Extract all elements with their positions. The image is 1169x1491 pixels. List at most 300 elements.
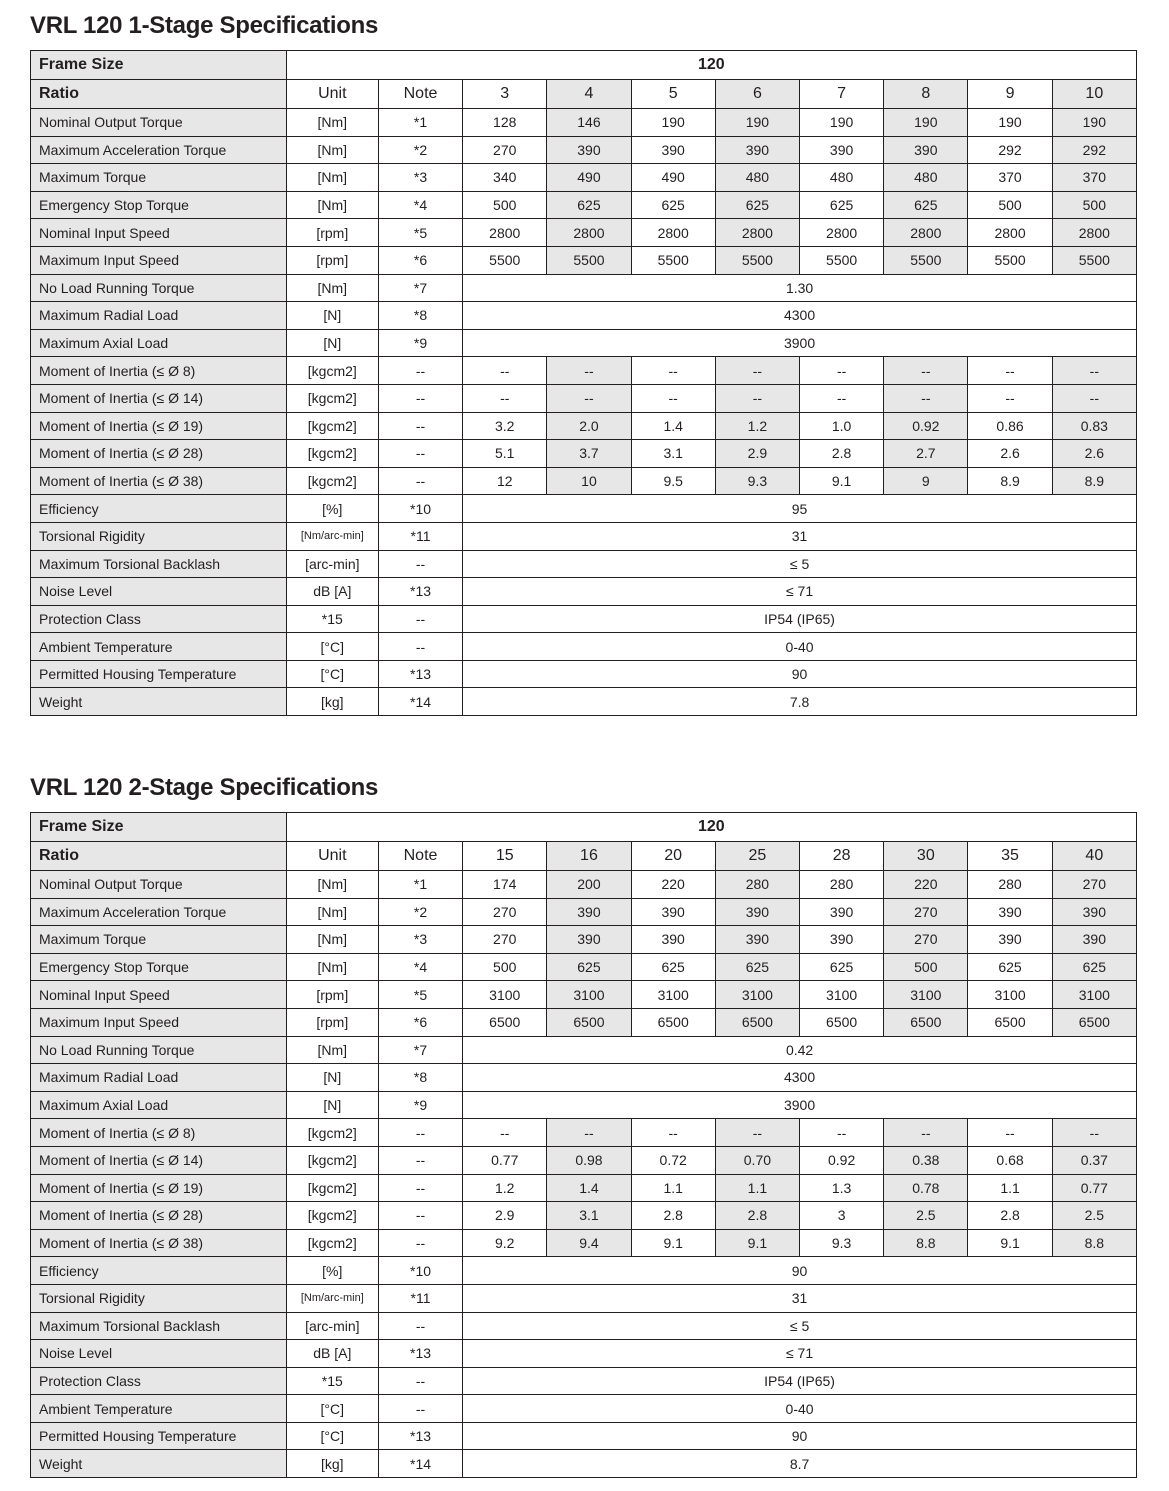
- spec-value: 3.7: [547, 440, 631, 468]
- spec-value: 490: [547, 164, 631, 192]
- spec-value: 490: [631, 164, 715, 192]
- spec-unit: [Nm]: [286, 871, 378, 899]
- spec-row: [31, 1008, 1137, 1036]
- spec-note: *3: [378, 164, 462, 192]
- spec-unit: [rpm]: [286, 246, 378, 274]
- spec-value: 9.1: [715, 1229, 799, 1257]
- spec-value: 3.1: [631, 440, 715, 468]
- spec-label: Efficiency: [31, 495, 287, 523]
- spec-label: Maximum Torsional Backlash: [31, 1312, 287, 1340]
- spec-unit: [kgcm2]: [286, 467, 378, 495]
- spec-value: 9: [884, 467, 968, 495]
- spec-value: 500: [968, 191, 1052, 219]
- spec-value: 9.1: [800, 467, 884, 495]
- spec-label: Moment of Inertia (≤ Ø 14): [31, 1146, 287, 1174]
- spec-value: 2.6: [968, 440, 1052, 468]
- spec-value: 270: [884, 898, 968, 926]
- spec-value: 6500: [463, 1008, 547, 1036]
- spec-value: 2.7: [884, 440, 968, 468]
- spec-unit: [N]: [286, 1091, 378, 1119]
- spec-value: --: [631, 357, 715, 385]
- spec-value-merged: 0-40: [463, 1395, 1137, 1423]
- spec-label: Nominal Input Speed: [31, 981, 287, 1009]
- spec-unit: [°C]: [286, 660, 378, 688]
- spec-note: *13: [378, 578, 462, 606]
- spec-value: 500: [463, 191, 547, 219]
- spec-label: Noise Level: [31, 578, 287, 606]
- spec-value: 9.1: [968, 1229, 1052, 1257]
- spec-note: *10: [378, 495, 462, 523]
- spec-row: [31, 871, 1137, 899]
- spec-value: 6500: [631, 1008, 715, 1036]
- spec-row: [31, 578, 1137, 606]
- spec-value: 8.9: [968, 467, 1052, 495]
- spec-value: 6500: [800, 1008, 884, 1036]
- spec-label: Emergency Stop Torque: [31, 953, 287, 981]
- spec-note: --: [378, 1395, 462, 1423]
- spec-note: --: [378, 550, 462, 578]
- spec-label: Maximum Input Speed: [31, 1008, 287, 1036]
- spec-row: [31, 1064, 1137, 1092]
- spec-value: 390: [800, 136, 884, 164]
- spec-value: --: [631, 384, 715, 412]
- spec-value: --: [884, 384, 968, 412]
- spec-unit: [%]: [286, 1257, 378, 1285]
- spec-value: 1.2: [715, 412, 799, 440]
- spec-value: 2800: [463, 219, 547, 247]
- spec-unit: [Nm]: [286, 136, 378, 164]
- spec-label: Efficiency: [31, 1257, 287, 1285]
- spec-label: Weight: [31, 1450, 287, 1478]
- spec-value: 0.77: [463, 1146, 547, 1174]
- spec-value: 6500: [884, 1008, 968, 1036]
- spec-value: 480: [715, 164, 799, 192]
- spec-label: Weight: [31, 688, 287, 716]
- ratio-value: 3: [463, 80, 547, 109]
- spec-value: 3.1: [547, 1202, 631, 1230]
- spec-row: [31, 440, 1137, 468]
- frame-size-value: 120: [286, 813, 1136, 842]
- note-header: Note: [378, 80, 462, 109]
- spec-label: Ambient Temperature: [31, 1395, 287, 1423]
- spec-value: 2800: [800, 219, 884, 247]
- spec-label: Torsional Rigidity: [31, 522, 287, 550]
- spec-unit: [Nm]: [286, 1036, 378, 1064]
- spec-note: *13: [378, 660, 462, 688]
- spec-note: *6: [378, 246, 462, 274]
- spec-unit: dB [A]: [286, 1340, 378, 1368]
- spec-unit: [kgcm2]: [286, 440, 378, 468]
- spec-note: *11: [378, 522, 462, 550]
- spec-unit: *15: [286, 605, 378, 633]
- spec-value: 10: [547, 467, 631, 495]
- spec-value: 174: [463, 871, 547, 899]
- spec-note: --: [378, 357, 462, 385]
- spec-label: No Load Running Torque: [31, 274, 287, 302]
- spec-row: [31, 926, 1137, 954]
- frame-size-row: [31, 813, 1137, 842]
- spec-value-merged: ≤ 71: [463, 1340, 1137, 1368]
- spec-unit: [Nm]: [286, 274, 378, 302]
- spec-value: 5500: [463, 246, 547, 274]
- spec-value: 390: [547, 136, 631, 164]
- spec-value: 0.98: [547, 1146, 631, 1174]
- spec-value: 1.0: [800, 412, 884, 440]
- spec-value: 0.37: [1052, 1146, 1136, 1174]
- frame-size-row: [31, 51, 1137, 80]
- spec-row: [31, 329, 1137, 357]
- spec-label: Moment of Inertia (≤ Ø 38): [31, 1229, 287, 1257]
- ratio-value: 20: [631, 842, 715, 871]
- spec-value: 3100: [547, 981, 631, 1009]
- spec-label: Moment of Inertia (≤ Ø 38): [31, 467, 287, 495]
- spec-unit: [kgcm2]: [286, 384, 378, 412]
- unit-header: Unit: [286, 80, 378, 109]
- frame-size-label: Frame Size: [31, 813, 287, 842]
- spec-unit: [Nm/arc-min]: [286, 522, 378, 550]
- spec-value: 5500: [715, 246, 799, 274]
- spec-value: 8.8: [884, 1229, 968, 1257]
- spec-value-merged: ≤ 5: [463, 550, 1137, 578]
- spec-value: 5500: [1052, 246, 1136, 274]
- spec-value: 6500: [1052, 1008, 1136, 1036]
- spec-row: [31, 1091, 1137, 1119]
- spec-value: 9.3: [800, 1229, 884, 1257]
- spec-value: 625: [1052, 953, 1136, 981]
- spec-label: No Load Running Torque: [31, 1036, 287, 1064]
- ratio-value: 28: [800, 842, 884, 871]
- spec-unit: [Nm]: [286, 953, 378, 981]
- spec-value: 390: [968, 898, 1052, 926]
- spec-label: Moment of Inertia (≤ Ø 14): [31, 384, 287, 412]
- spec-value: 5500: [547, 246, 631, 274]
- spec-value: --: [968, 384, 1052, 412]
- spec-value: 390: [1052, 926, 1136, 954]
- ratio-label: Ratio: [31, 842, 287, 871]
- spec-label: Maximum Acceleration Torque: [31, 898, 287, 926]
- spec-row: [31, 246, 1137, 274]
- spec-value: 270: [884, 926, 968, 954]
- spec-row: [31, 522, 1137, 550]
- spec-value: 625: [547, 191, 631, 219]
- spec-value: 220: [884, 871, 968, 899]
- spec-label: Maximum Axial Load: [31, 329, 287, 357]
- spec-row: [31, 898, 1137, 926]
- spec-note: --: [378, 1174, 462, 1202]
- spec-value: 0.70: [715, 1146, 799, 1174]
- spec-label: Maximum Acceleration Torque: [31, 136, 287, 164]
- spec-value: 1.1: [715, 1174, 799, 1202]
- spec-note: --: [378, 633, 462, 661]
- spec-unit: [kgcm2]: [286, 1119, 378, 1147]
- spec-value: 3100: [631, 981, 715, 1009]
- spec-value: 3100: [1052, 981, 1136, 1009]
- spec-value: --: [547, 384, 631, 412]
- spec-note: --: [378, 384, 462, 412]
- spec-value: 9.5: [631, 467, 715, 495]
- spec-value: 2.0: [547, 412, 631, 440]
- spec-value: 390: [800, 926, 884, 954]
- spec-value: 340: [463, 164, 547, 192]
- spec-value: 390: [715, 898, 799, 926]
- spec-value: 190: [800, 109, 884, 137]
- spec-value: 5500: [884, 246, 968, 274]
- spec-row: [31, 660, 1137, 688]
- spec-label: Moment of Inertia (≤ Ø 28): [31, 1202, 287, 1230]
- spec-unit: [Nm]: [286, 164, 378, 192]
- spec-value: 2.6: [1052, 440, 1136, 468]
- spec-note: *3: [378, 926, 462, 954]
- spec-value: 190: [884, 109, 968, 137]
- spec-value: 625: [968, 953, 1052, 981]
- spec-unit: [N]: [286, 1064, 378, 1092]
- spec-label: Emergency Stop Torque: [31, 191, 287, 219]
- spec-value-merged: 3900: [463, 1091, 1137, 1119]
- spec-value: --: [884, 1119, 968, 1147]
- spec-note: *4: [378, 191, 462, 219]
- spec-note: *13: [378, 1422, 462, 1450]
- spec-unit: [Nm]: [286, 191, 378, 219]
- spec-row: [31, 384, 1137, 412]
- spec-unit: [%]: [286, 495, 378, 523]
- spec-label: Torsional Rigidity: [31, 1284, 287, 1312]
- spec-label: Moment of Inertia (≤ Ø 8): [31, 357, 287, 385]
- ratio-value: 16: [547, 842, 631, 871]
- spec-row: [31, 412, 1137, 440]
- spec-section-2-stage: [30, 772, 1137, 1478]
- spec-value-merged: 4300: [463, 1064, 1137, 1092]
- spec-value: 9.1: [631, 1229, 715, 1257]
- ratio-value: 6: [715, 80, 799, 109]
- spec-label: Noise Level: [31, 1340, 287, 1368]
- spec-row: [31, 688, 1137, 716]
- spec-row: [31, 136, 1137, 164]
- spec-row: [31, 605, 1137, 633]
- spec-value: 370: [968, 164, 1052, 192]
- ratio-value: 4: [547, 80, 631, 109]
- spec-value: 370: [1052, 164, 1136, 192]
- spec-value: 0.92: [800, 1146, 884, 1174]
- ratio-value: 5: [631, 80, 715, 109]
- spec-value: --: [800, 357, 884, 385]
- spec-row: [31, 1036, 1137, 1064]
- spec-note: *14: [378, 1450, 462, 1478]
- spec-value: 5500: [800, 246, 884, 274]
- spec-note: *8: [378, 1064, 462, 1092]
- spec-value: 625: [547, 953, 631, 981]
- spec-value: 6500: [968, 1008, 1052, 1036]
- section-title: VRL 120 2-Stage Specifications: [30, 774, 379, 801]
- spec-value-merged: ≤ 71: [463, 578, 1137, 606]
- spec-value: 200: [547, 871, 631, 899]
- spec-row: [31, 1367, 1137, 1395]
- spec-value: 280: [715, 871, 799, 899]
- spec-label: Permitted Housing Temperature: [31, 1422, 287, 1450]
- spec-value: 500: [884, 953, 968, 981]
- spec-unit: [Nm/arc-min]: [286, 1284, 378, 1312]
- spec-row: [31, 1174, 1137, 1202]
- spec-value-merged: 0-40: [463, 633, 1137, 661]
- spec-note: *5: [378, 981, 462, 1009]
- spec-label: Maximum Torque: [31, 926, 287, 954]
- spec-value: 480: [884, 164, 968, 192]
- spec-note: --: [378, 412, 462, 440]
- spec-value: --: [800, 1119, 884, 1147]
- spec-unit: [N]: [286, 329, 378, 357]
- spec-row: [31, 981, 1137, 1009]
- spec-value-merged: 90: [463, 1257, 1137, 1285]
- spec-unit: *15: [286, 1367, 378, 1395]
- spec-value: 280: [800, 871, 884, 899]
- note-header: Note: [378, 842, 462, 871]
- spec-value: --: [884, 357, 968, 385]
- spec-value: 1.1: [631, 1174, 715, 1202]
- spec-row: [31, 1119, 1137, 1147]
- spec-note: --: [378, 1312, 462, 1340]
- spec-value: --: [547, 357, 631, 385]
- spec-unit: [kg]: [286, 1450, 378, 1478]
- spec-value: 0.38: [884, 1146, 968, 1174]
- spec-value-merged: IP54 (IP65): [463, 1367, 1137, 1395]
- section-title: VRL 120 1-Stage Specifications: [30, 12, 379, 39]
- spec-value: 3.2: [463, 412, 547, 440]
- spec-row: [31, 274, 1137, 302]
- spec-value: --: [1052, 384, 1136, 412]
- spec-unit: [kgcm2]: [286, 1202, 378, 1230]
- spec-row: [31, 109, 1137, 137]
- spec-value: 0.83: [1052, 412, 1136, 440]
- spec-unit: dB [A]: [286, 578, 378, 606]
- spec-label: Protection Class: [31, 1367, 287, 1395]
- spec-note: *4: [378, 953, 462, 981]
- spec-value: --: [715, 357, 799, 385]
- spec-note: *1: [378, 109, 462, 137]
- spec-unit: [kgcm2]: [286, 1146, 378, 1174]
- spec-value: 5.1: [463, 440, 547, 468]
- spec-value: 2.8: [800, 440, 884, 468]
- spec-label: Permitted Housing Temperature: [31, 660, 287, 688]
- spec-note: *11: [378, 1284, 462, 1312]
- spec-value: 500: [463, 953, 547, 981]
- spec-note: *9: [378, 1091, 462, 1119]
- spec-note: --: [378, 467, 462, 495]
- spec-row: [31, 1146, 1137, 1174]
- spec-value: 2800: [1052, 219, 1136, 247]
- spec-row: [31, 1312, 1137, 1340]
- spec-value: 390: [1052, 898, 1136, 926]
- spec-value-merged: 90: [463, 1422, 1137, 1450]
- spec-row: [31, 302, 1137, 330]
- spec-value: 3100: [968, 981, 1052, 1009]
- spec-label: Maximum Torque: [31, 164, 287, 192]
- spec-row: [31, 1284, 1137, 1312]
- spec-value: 9.2: [463, 1229, 547, 1257]
- spec-value: 0.68: [968, 1146, 1052, 1174]
- spec-value: --: [463, 357, 547, 385]
- ratio-row: [31, 842, 1137, 871]
- spec-row: [31, 219, 1137, 247]
- spec-value: 625: [884, 191, 968, 219]
- spec-value: 500: [1052, 191, 1136, 219]
- spec-value-merged: 7.8: [463, 688, 1137, 716]
- spec-value: 1.4: [631, 412, 715, 440]
- spec-value: 1.3: [800, 1174, 884, 1202]
- spec-value: 128: [463, 109, 547, 137]
- spec-value: 270: [463, 898, 547, 926]
- spec-value: 3100: [715, 981, 799, 1009]
- spec-value: 2800: [968, 219, 1052, 247]
- spec-value: 625: [715, 953, 799, 981]
- spec-unit: [kgcm2]: [286, 412, 378, 440]
- spec-value: 3100: [800, 981, 884, 1009]
- spec-label: Maximum Input Speed: [31, 246, 287, 274]
- spec-value: --: [1052, 1119, 1136, 1147]
- spec-value: 6500: [715, 1008, 799, 1036]
- spec-note: *13: [378, 1340, 462, 1368]
- spec-value-merged: 8.7: [463, 1450, 1137, 1478]
- spec-note: *2: [378, 898, 462, 926]
- spec-value-merged: 90: [463, 660, 1137, 688]
- spec-value-merged: 4300: [463, 302, 1137, 330]
- spec-unit: [kgcm2]: [286, 357, 378, 385]
- spec-value: 1.2: [463, 1174, 547, 1202]
- spec-value-merged: ≤ 5: [463, 1312, 1137, 1340]
- spec-note: *14: [378, 688, 462, 716]
- spec-value: 220: [631, 871, 715, 899]
- spec-label: Nominal Output Torque: [31, 109, 287, 137]
- spec-label: Moment of Inertia (≤ Ø 8): [31, 1119, 287, 1147]
- ratio-value: 7: [800, 80, 884, 109]
- spec-value: 8.8: [1052, 1229, 1136, 1257]
- spec-unit: [°C]: [286, 633, 378, 661]
- spec-label: Nominal Input Speed: [31, 219, 287, 247]
- spec-label: Nominal Output Torque: [31, 871, 287, 899]
- spec-value-merged: 31: [463, 522, 1137, 550]
- spec-value: 390: [547, 898, 631, 926]
- ratio-value: 25: [715, 842, 799, 871]
- spec-row: [31, 1229, 1137, 1257]
- spec-row: [31, 495, 1137, 523]
- ratio-row: [31, 80, 1137, 109]
- spec-value: --: [631, 1119, 715, 1147]
- spec-value: 390: [631, 898, 715, 926]
- spec-unit: [arc-min]: [286, 550, 378, 578]
- spec-label: Moment of Inertia (≤ Ø 19): [31, 412, 287, 440]
- spec-label: Protection Class: [31, 605, 287, 633]
- spec-value: 8.9: [1052, 467, 1136, 495]
- spec-value: 1.1: [968, 1174, 1052, 1202]
- spec-table: [30, 812, 1137, 1478]
- spec-value: --: [1052, 357, 1136, 385]
- spec-unit: [Nm]: [286, 109, 378, 137]
- spec-value: 0.92: [884, 412, 968, 440]
- spec-value: 1.4: [547, 1174, 631, 1202]
- spec-value: 2800: [631, 219, 715, 247]
- spec-value: 3100: [463, 981, 547, 1009]
- spec-value: 2.5: [884, 1202, 968, 1230]
- spec-note: *7: [378, 274, 462, 302]
- spec-value: 480: [800, 164, 884, 192]
- spec-row: [31, 164, 1137, 192]
- spec-value: 625: [800, 953, 884, 981]
- spec-value: 6500: [547, 1008, 631, 1036]
- spec-value: 2.8: [631, 1202, 715, 1230]
- spec-value: 3100: [884, 981, 968, 1009]
- spec-label: Maximum Radial Load: [31, 1064, 287, 1092]
- spec-note: *2: [378, 136, 462, 164]
- spec-value: 146: [547, 109, 631, 137]
- spec-value: 2.8: [968, 1202, 1052, 1230]
